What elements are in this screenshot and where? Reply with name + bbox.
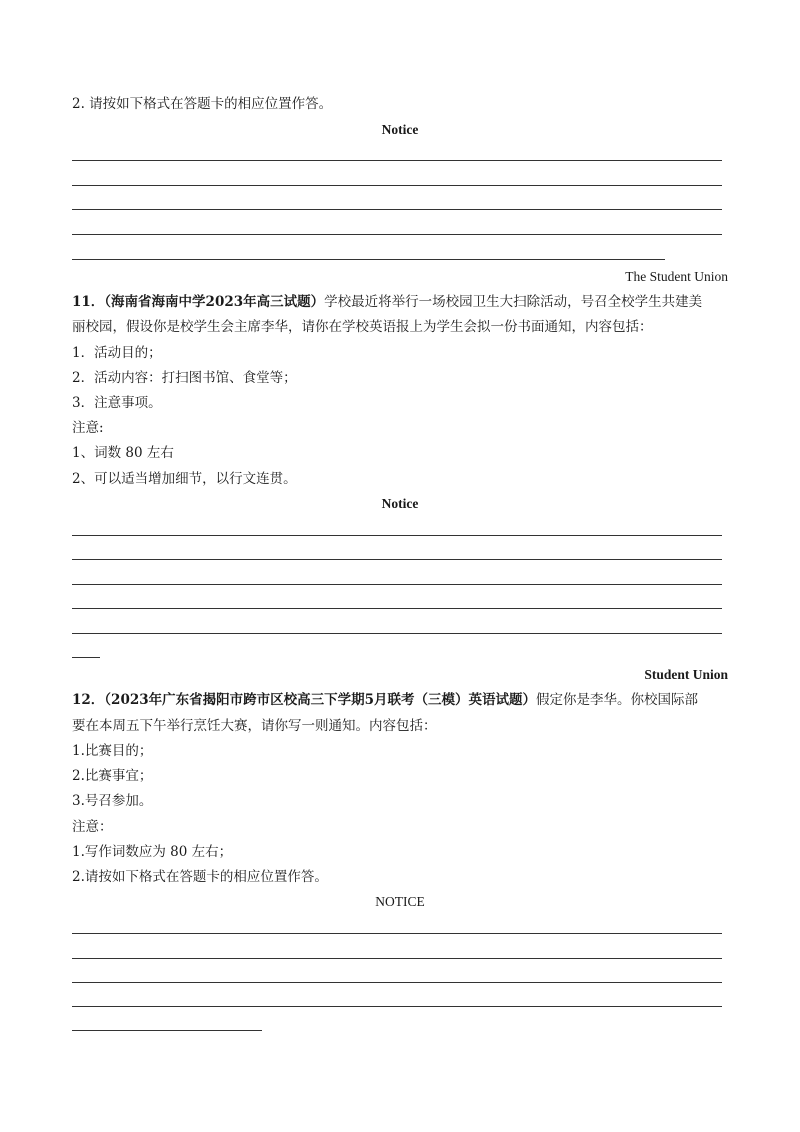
answer-line-short [72,657,100,658]
answer-line [72,535,722,536]
answer-line [72,584,722,585]
q11-item-2: 2．活动内容：打扫图书馆、食堂等； [72,370,297,386]
q12-notice-title: NOTICE [375,894,425,909]
answer-line [72,633,722,634]
answer-line [72,1006,722,1007]
q11-item-3: 3．注意事项。 [72,395,162,411]
answer-line [72,608,722,609]
q11-prompt-line-2: 丽校园，假设你是校学生会主席李华，请你在学校英语报上为学生会拟一份书面通知，内容包括： [72,319,653,335]
answer-line [72,185,722,186]
q11-signature: Student Union [644,667,728,682]
q12-source: （2023年广东省揭阳市跨市区校高三下学期5月联考（三模）英语试题） [104,692,537,708]
answer-line [72,958,722,959]
q12-note-2: 2.请按如下格式在答题卡的相应位置作答。 [72,869,328,885]
q11-line-1 [72,293,702,311]
q11-prompt-line-1: 学校最近将举行一场校园卫生大扫除活动，号召全校学生共建美 [324,294,703,310]
answer-line [72,209,722,210]
q11-note-2: 2、可以适当增加细节，以行文连贯。 [72,471,297,487]
q11-note-1: 1、词数 80 左右 [72,445,174,461]
answer-line-short [72,1030,262,1031]
answer-line [72,933,722,934]
q12-note-1: 1.写作词数应为 80 左右； [72,844,233,860]
q12-prompt-line-2: 要在本周五下午举行烹饪大赛，请你写一则通知。内容包括： [72,718,437,734]
answer-line-short [72,259,665,260]
q11-notice-title: Notice [381,496,419,511]
answer-line [72,982,722,983]
q12-line-1 [72,691,698,709]
instruction-line-2: 2. 请按如下格式在答题卡的相应位置作答。 [72,96,333,112]
q12-item-2: 2.比赛事宜； [72,768,153,784]
q12-note-label: 注意： [72,819,113,835]
q11-source: （海南省海南中学2023年高三试题） [104,294,325,310]
q11-number: 11． [72,294,105,310]
answer-line [72,559,722,560]
q11-item-1: 1．活动目的； [72,345,162,361]
q11-note-label: 注意: [72,420,104,436]
q12-item-3: 3.号召参加。 [72,793,153,809]
notice-title-top: Notice [381,122,419,137]
signature-top: The Student Union [625,269,728,284]
answer-line [72,234,722,235]
q12-item-1: 1.比赛目的； [72,743,153,759]
q12-number: 12． [72,692,105,708]
q12-prompt-line-1: 假定你是李华。你校国际部 [536,692,699,708]
answer-line [72,160,722,161]
